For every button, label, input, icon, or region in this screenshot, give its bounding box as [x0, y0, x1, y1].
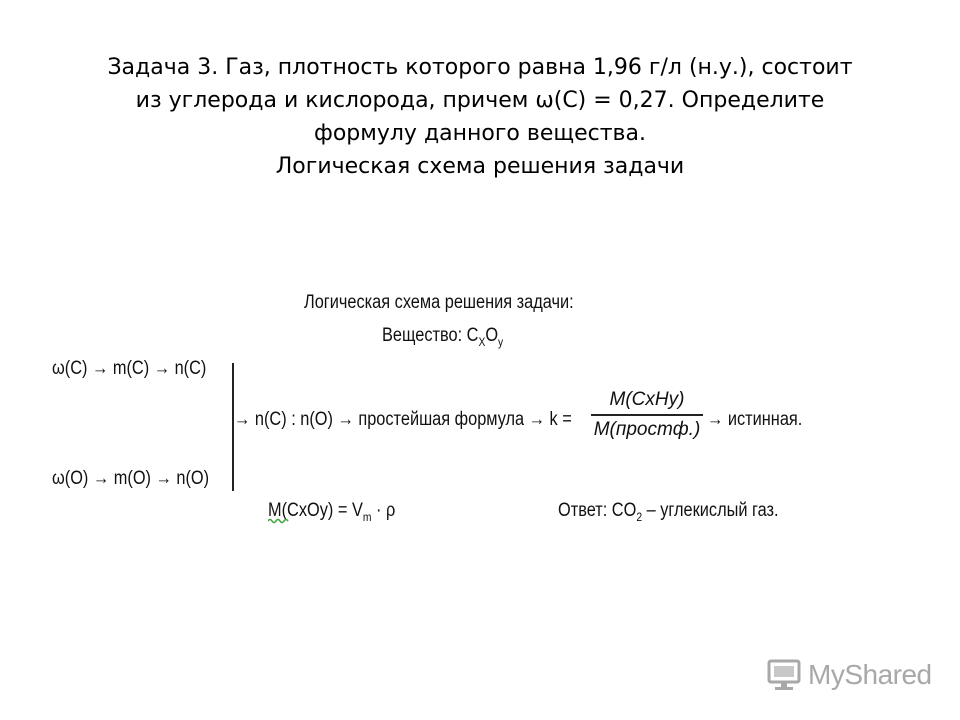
middle-chain: → n(C) : n(O) → простейшая формула → k =: [234, 409, 572, 430]
carbon-chain: ω(C) → m(C) → n(C): [52, 358, 207, 379]
spellcheck-squiggle-icon: [268, 518, 290, 524]
title-line-1: Задача 3. Газ, плотность которого равна 1,96 г/л (н.у.), состоит: [107, 55, 853, 80]
molar-mass-rhs: · ρ: [371, 500, 396, 521]
title-line-4: Логическая схема решения задачи: [275, 154, 685, 179]
k-fraction: [591, 388, 703, 442]
scheme-heading: Логическая схема решения задачи:: [304, 292, 574, 313]
scheme-substance: [382, 325, 503, 353]
molar-mass-sub: m: [362, 509, 372, 524]
watermark-text: MyShared: [808, 659, 932, 690]
oxygen-chain: ω(O) → m(O) → n(O): [52, 468, 210, 489]
substance-sub-y: y: [498, 334, 504, 349]
answer-line: [558, 500, 779, 528]
fraction-bar: [591, 414, 703, 416]
answer-prefix: Ответ: CO: [558, 500, 637, 521]
substance-o: O: [485, 325, 499, 346]
title-line-2: из углерода и кислорода, причем ω(С) = 0,27. Определите: [135, 88, 825, 113]
answer-suffix: – углекислый газ.: [642, 500, 779, 521]
substance-sub-x: X: [478, 334, 486, 349]
true-formula-arrow: → истинная.: [707, 409, 803, 430]
fraction-denominator: M(простф.): [593, 418, 701, 440]
substance-label: Вещество: C: [382, 325, 479, 346]
myshared-watermark: [766, 655, 932, 695]
computer-monitor-icon: [766, 658, 802, 692]
fraction-numerator: M(CxHy): [609, 389, 685, 410]
molar-mass-lhs: M(CxOy) = V: [268, 500, 363, 521]
answer-sub: 2: [636, 509, 643, 524]
title-line-3: формулу данного вещества.: [314, 121, 646, 146]
